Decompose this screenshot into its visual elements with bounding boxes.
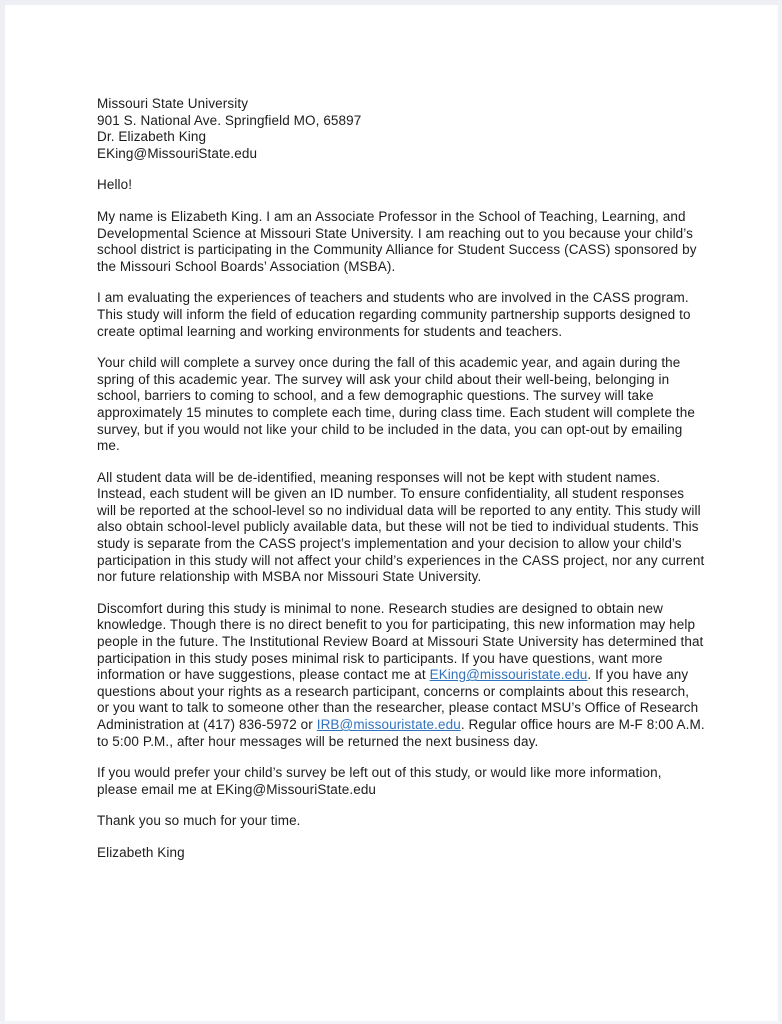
paragraph-5-text-2: . If you have any questions about your rights as a research participant, concerns or complaints about this research, or you want to talk to someone other than the researcher, please contact MSU’s Office of Research Administration at (417) 836-5972 or [97, 667, 699, 732]
signature-name: Elizabeth King [97, 844, 185, 860]
letter-paragraph-4: All student data will be de-identified, meaning responses will not be kept with student names. Instead, each student will be given an ID number. To ensure confidentiality, all student responses will be reported at the school-level so no individual data will be reported to any entity. This study will also obtain school-level publicly available data, but these will not be tied to individual students. This study is separate from the CASS project’s implementation and your decision to allow your child’s participation in this study will not affect your child’s experiences in the CASS project, nor any current nor future relationship with MSBA nor Missouri State University. [97, 469, 705, 585]
greeting: Hello! [97, 177, 133, 193]
sender-name: Dr. Elizabeth King [97, 129, 207, 145]
closing-line: Thank you so much for your time. [97, 813, 301, 829]
letter-paragraph-2: I am evaluating the experiences of teachers and students who are involved in the CASS program. This study will inform the field of education regarding community partnership supports designed to create optimal learning and working environments for students and teachers. [97, 290, 691, 339]
sender-address-block [97, 96, 705, 162]
email-link-eking[interactable]: EKing@missouristate.edu [429, 667, 588, 683]
sender-email: EKing@MissouriState.edu [97, 145, 258, 161]
paragraph-5-text-3: . Regular office hours are M-F 8:00 A.M. to 5:00 P.M., after hour messages will be returned the next business day. [97, 717, 705, 749]
paragraph-5-text-1: Discomfort during this study is minimal to none. Research studies are designed to obtain new knowledge. Though there is no direct benefit to you for participating, this new information may help people in the future. The Institutional Review Board at Missouri State University has determined that participation in this study poses minimal risk to participants. If you have questions, want more information or have suggestions, please contact me at [97, 600, 704, 683]
letter-paragraph-3: Your child will complete a survey once during the fall of this academic year, and again during the spring of this academic year. The survey will ask your child about their well-being, belonging in school, barriers to coming to school, and a few demographic questions. The survey will take approximately 15 minutes to complete each time, during class time. Each student will complete the survey, but if you would not like your child to be included in the data, you can opt-out by emailing me. [97, 355, 695, 454]
letter-body [97, 96, 705, 862]
email-link-irb[interactable]: IRB@missouristate.edu [316, 717, 461, 732]
sender-street-address: 901 S. National Ave. Springfield MO, 65897 [97, 112, 362, 128]
letter-paragraph-5 [97, 601, 705, 750]
letter-paragraph-6: If you would prefer your child’s survey be left out of this study, or would like more information, please email me at EKing@MissouriState.edu [97, 765, 662, 797]
letter-paragraph-1: My name is Elizabeth King. I am an Associate Professor in the School of Teaching, Learning, and Developmental Science at Missouri State University. I am reaching out to you because your child’s school district is participating in the Community Alliance for Student Success (CASS) sponsored by the Missouri School Boards’ Association (MSBA). [97, 208, 697, 274]
sender-organization: Missouri State University [97, 96, 249, 111]
